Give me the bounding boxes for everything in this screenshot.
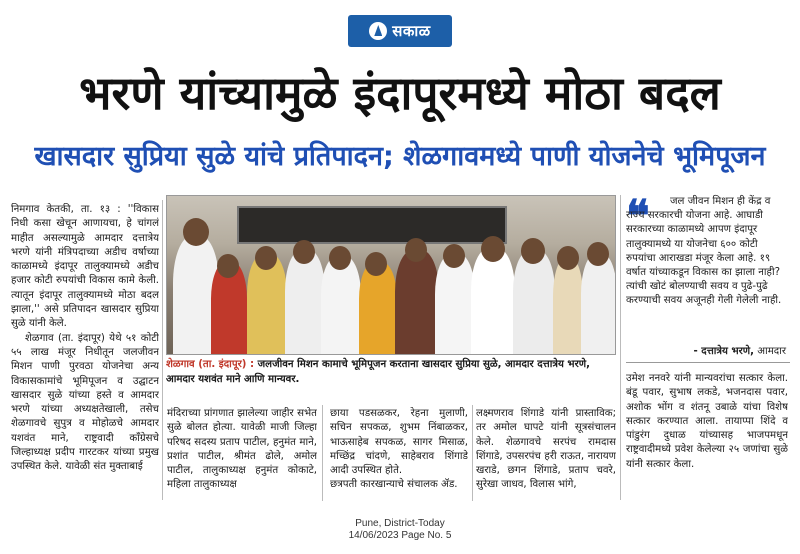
article-col4-text: लक्ष्मणराव शिंगाडे यांनी प्रास्ताविक; तर अमोल घापटे यांनी सूत्रसंचालन केले. शेळगावचे सरपंच रामदास शिंगाडे, उपसरपंच हरी राऊत, नारायण खराडे, छगन शिंगाडे, प्रताप चवरे, सुरेखा जाधव, विलास भांगे, bbox=[476, 408, 616, 491]
footer-edition: Pune, District-Today bbox=[355, 518, 445, 529]
subheadline: खासदार सुप्रिया सुळे यांचे प्रतिपादन; शेळगावमध्ये पाणी योजनेचे भूमिपूजन bbox=[34, 141, 766, 172]
quote-author-name: - दत्तात्रेय भरणे, bbox=[693, 346, 755, 357]
article-column-4 bbox=[476, 407, 616, 503]
article-column-5 bbox=[626, 372, 788, 500]
page-footer bbox=[0, 518, 800, 542]
caption-place: शेळगाव (ता. इंदापूर) : bbox=[166, 359, 255, 370]
sakal-emblem-icon bbox=[369, 22, 387, 40]
pull-quote bbox=[626, 191, 790, 363]
column-divider bbox=[162, 200, 163, 500]
article-col3-text: छाया पडसळकर, रेहना मुलाणी, सचिन सपकळ, शुभम निंबाळकर, भाऊसाहेब सपकळ, सागर मिसाळ, मच्छिंद्र चांदणे, साहेबराव शिंगाडे आदी उपस्थित होते. छत्रपती कारखान्याचे संचालक ॲड. bbox=[330, 408, 468, 491]
masthead bbox=[0, 0, 800, 62]
article-col5-text: उमेश ननवरे यांनी मान्यवरांचा सत्कार केला. बंडू पवार, सुभाष लकडे, भजनदास पवार, अशोक भोंग व शंतनू उबाळे यांचा विशेष सत्कार करण्यात आला. तायाप्पा शिंदे व पांडुरंग दुधाळ यांच्यासह भाजपमधून राष्ट्रवादीमध्ये प्रवेश केलेल्या २५ जणांचा सुळे यांनी सत्कार केला. bbox=[626, 373, 788, 470]
news-photo bbox=[166, 195, 616, 355]
article-paragraph-1: निमगाव केतकी, ता. १३ : ''विकास निधी कसा खेचून आणायचा, हे चांगलं माहीत असल्यामुळे आमदार दत्तात्रेय भरणे यांनी मंत्रिपदाच्या अडीच वर्षाच्या काळामध्ये इंदापूर तालुक्यामध्ये अडीच हजार कोटी रुपयांची विकास कामे केली. त्यातून इंदापूर तालुक्यामध्ये मोठा बदल झाला,'' असे प्रतिपादन खासदार सुप्रिया सुळे यांनी केले. bbox=[11, 204, 159, 330]
quote-author bbox=[694, 343, 786, 357]
caption-text: जलजीवन मिशन कामाचे भूमिपूजन करताना खासदार सुप्रिया सुळे, आमदार दत्तात्रेय भरणे, आमदार यशवंत माने आणि मान्यवर. bbox=[166, 359, 590, 385]
quote-mark-icon: ❝ bbox=[626, 191, 650, 242]
footer-date-page: 14/06/2023 Page No. 5 bbox=[348, 530, 452, 541]
sakal-logo[interactable] bbox=[348, 15, 452, 47]
article-paragraph-2: शेळगाव (ता. इंदापूर) येथे ५१ कोटी ५५ लाख मंजूर निधीतून जलजीवन मिशन पाणी पुरवठा योजनेचा अन्य विकासकामांचे भूमिपूजन व उद्घाटन खासदार सुळे यांच्या हस्ते व आमदार भरणे यांच्या अध्यक्षतेखाली, तसेच शेळगावचे सुपुत्र व मोहोळचे आमदार यशवंत माने, राष्ट्रवादी काँग्रेसचे जिल्हाध्यक्ष प्रदीप गारटकर यांच्या प्रमुख उपस्थित केले. यावेळी संत मुक्ताबाई bbox=[11, 332, 159, 473]
article-col2-text: मंदिराच्या प्रांगणात झालेल्या जाहीर सभेत सुळे बोलत होत्या. यावेळी माजी जिल्हा परिषद सदस्य प्रताप पाटील, हनुमंत माने, प्रशांत पाटील, श्रीमंत ढोले, अमोल पाटील, तालुकाध्यक्ष हनुमंत कोकाटे, महिला तालुकाध्यक्ष bbox=[167, 408, 317, 491]
column-divider bbox=[322, 405, 323, 501]
logo-text: सकाळ bbox=[392, 22, 431, 40]
article-column-3 bbox=[330, 407, 468, 503]
inauguration-plaque bbox=[237, 206, 507, 244]
article-column-2 bbox=[167, 407, 317, 503]
quote-author-role: आमदार bbox=[757, 346, 786, 357]
column-divider bbox=[620, 195, 621, 500]
article-left-column bbox=[11, 203, 159, 503]
quote-text: जल जीवन मिशन ही केंद्र व राज्य सरकारची योजना आहे. आघाडी सरकारच्या काळामध्ये आपण इंदापूर तालुक्यामध्ये या योजनेचा ६०० कोटी रुपयांचा आराखडा मंजूर केला आहे. १९ वर्षात यांच्याकडून विकास का झाला नाही? त्यांची खोटं बोलण्याची सवय व पुढे-पुढे करण्याची सवय अजूनही गेली गेलेली नाही. bbox=[626, 196, 782, 307]
photo-caption bbox=[166, 358, 616, 398]
headline: भरणे यांच्यामुळे इंदापूरमध्ये मोठा बदल bbox=[79, 66, 721, 120]
column-divider bbox=[472, 405, 473, 501]
